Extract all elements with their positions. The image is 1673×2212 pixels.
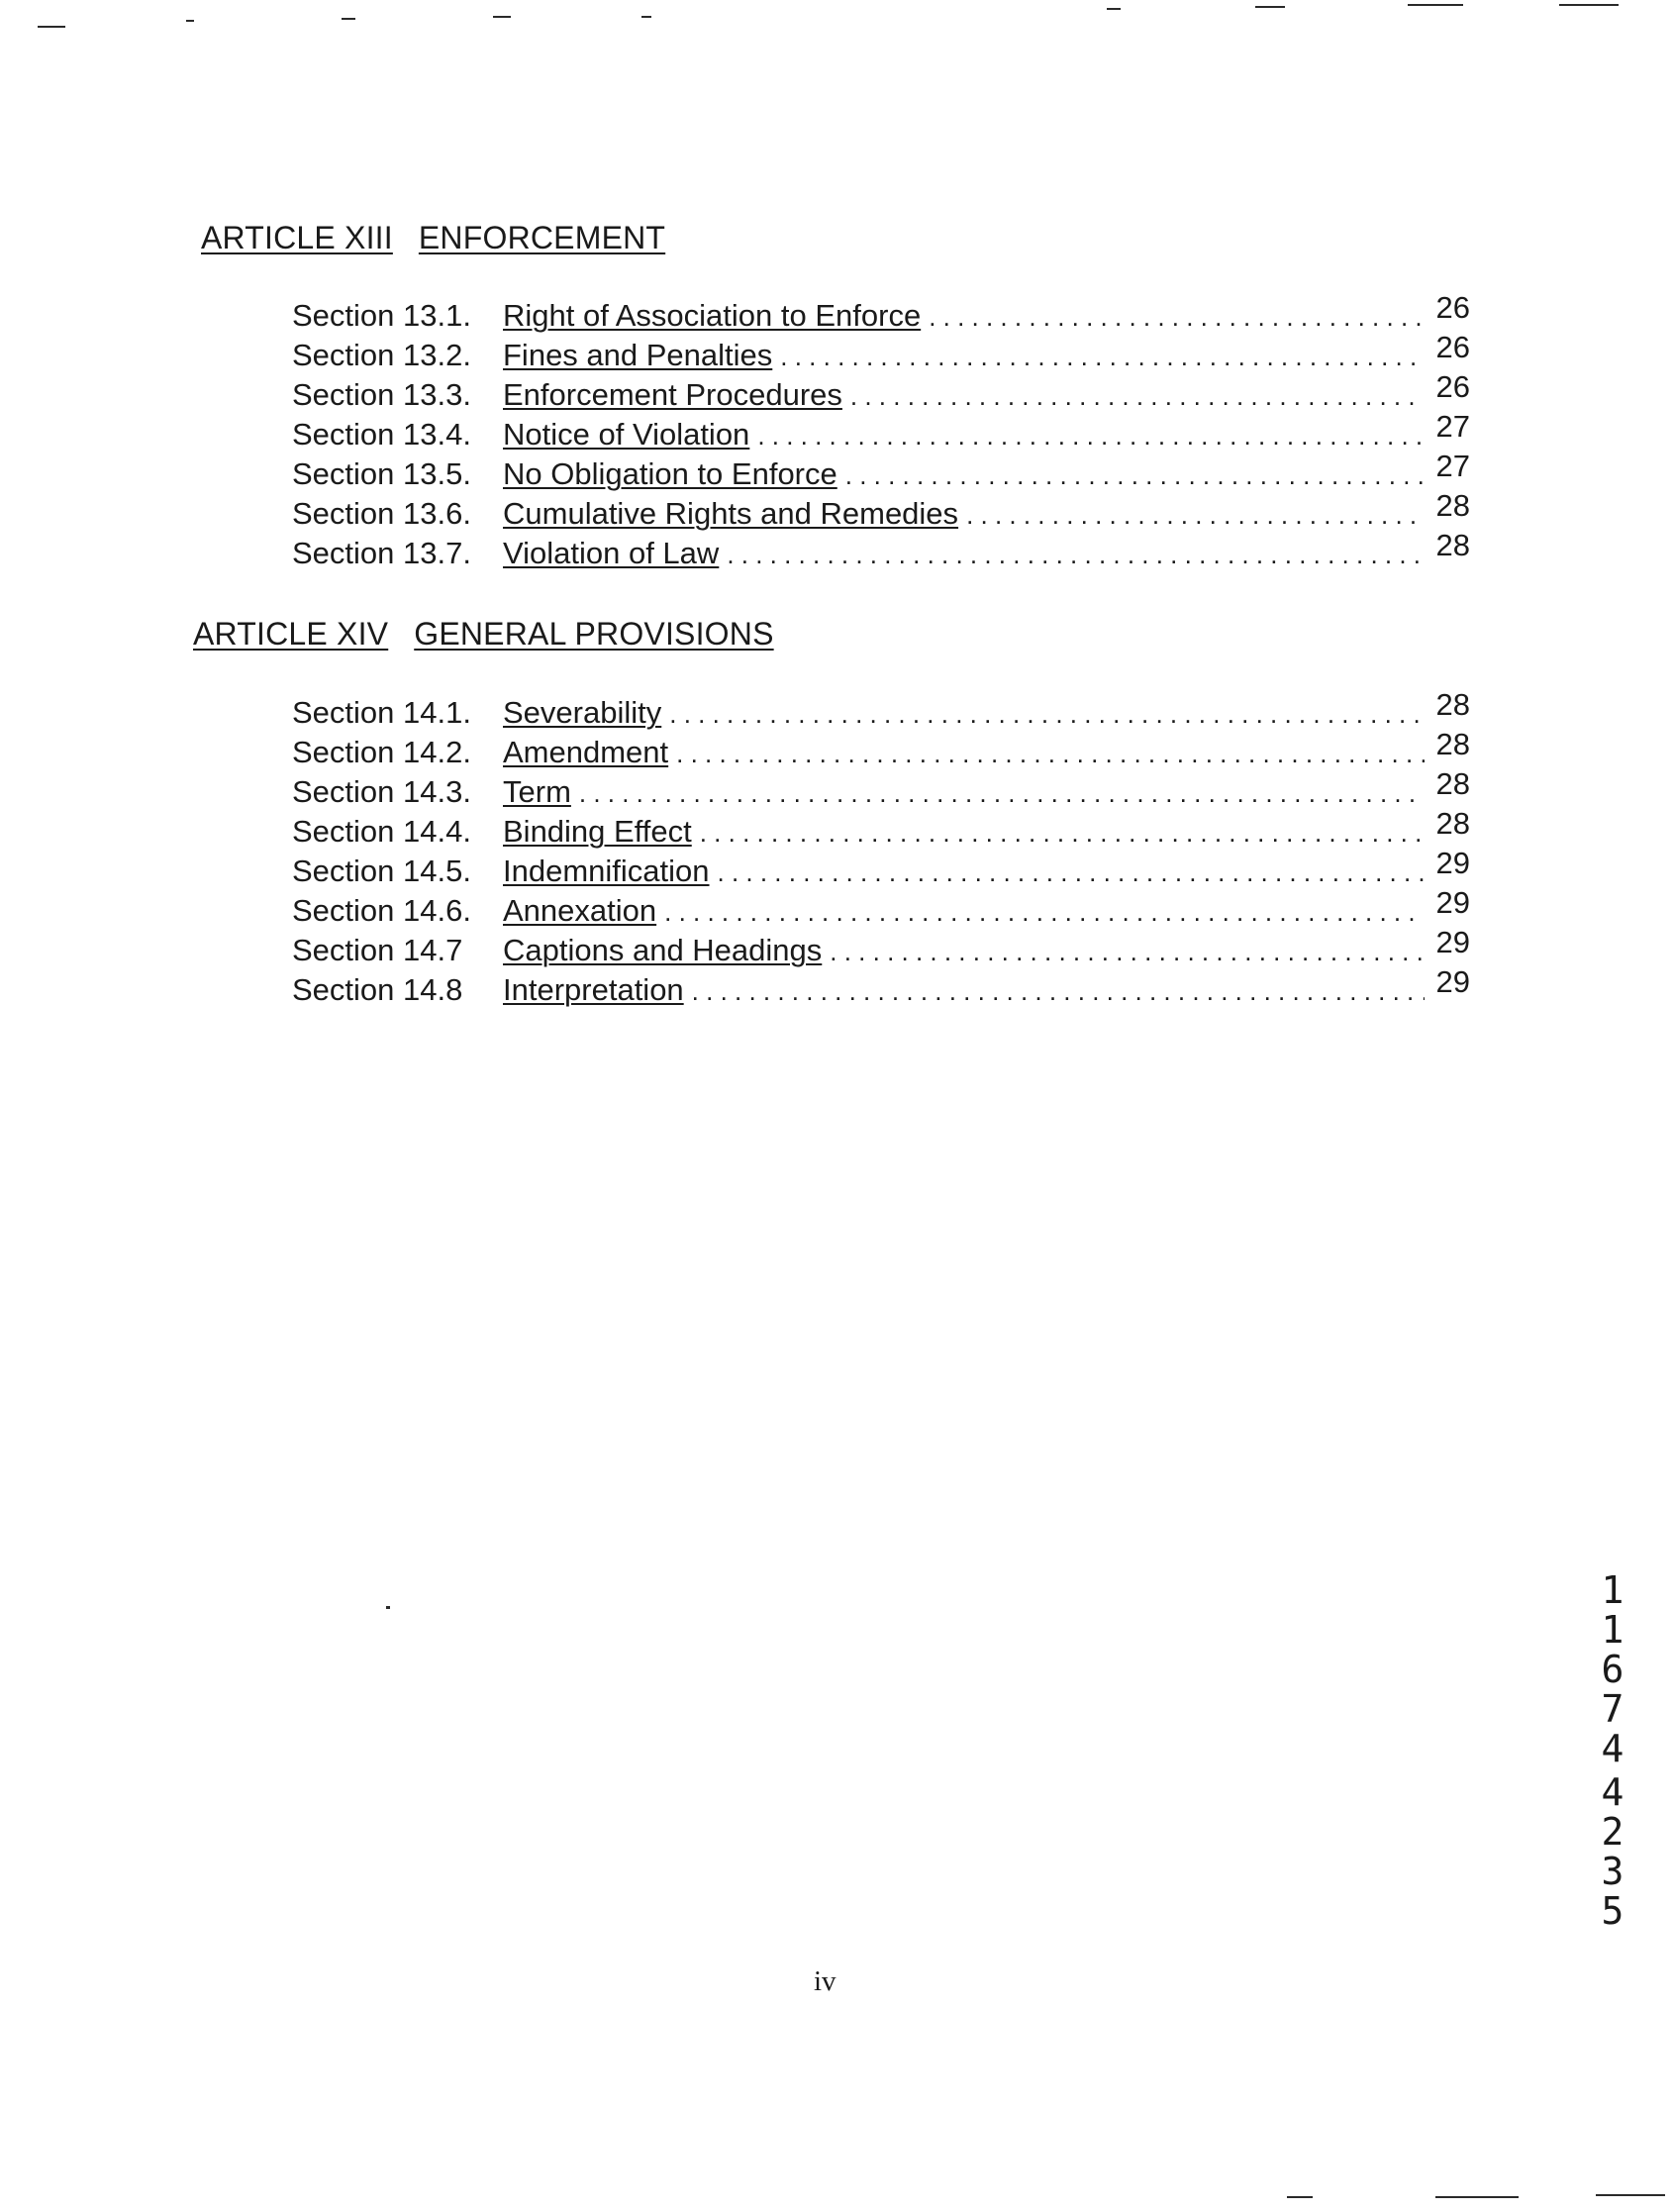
stamp-digit: 6 [1601,1648,1624,1691]
dot-leader [929,297,1425,337]
toc-entry[interactable] [292,964,1470,1010]
section-number: Section 14.5. [292,854,471,888]
toc-entry[interactable] [292,488,1470,534]
section-title: Severability [503,695,662,730]
dot-leader [692,971,1425,1011]
section-title: Violation of Law [503,536,720,570]
dot-leader [757,416,1425,455]
dot-leader [966,495,1425,535]
page-number: 29 [1435,964,1470,999]
dot-leader [780,337,1425,376]
stamp-digit: 7 [1601,1687,1624,1731]
section-title: Term [503,774,571,809]
section-title: Annexation [503,893,657,928]
scan-artifact [186,20,194,22]
dot-leader [718,853,1425,892]
toc-entry[interactable] [292,727,1470,772]
section-number: Section 14.8 [292,972,463,1007]
article-number: ARTICLE XIII [201,220,393,255]
section-number: Section 13.3. [292,377,471,412]
section-number: Section 14.6. [292,893,471,928]
section-title: No Obligation to Enforce [503,456,837,491]
toc-entry[interactable] [292,885,1470,931]
article-heading-xiii [201,220,665,256]
toc-list-article-xiii [292,290,1470,573]
scan-artifact [1408,4,1463,6]
toc-list-article-xiv [292,687,1470,1010]
scan-artifact [386,1606,390,1609]
section-number: Section 13.1. [292,298,471,333]
stamp-digit: 1 [1601,1568,1624,1612]
stamp-digit: 1 [1601,1608,1624,1652]
toc-entry[interactable] [292,409,1470,454]
page-number: 28 [1435,766,1470,801]
section-number: Section 14.2. [292,735,471,769]
section-title: Fines and Penalties [503,338,773,372]
stamp-digit: 2 [1601,1810,1624,1854]
scan-artifact [1255,6,1285,8]
section-number: Section 14.7 [292,933,463,967]
section-number: Section 14.4. [292,814,471,849]
stamp-digit: 3 [1601,1850,1624,1893]
section-title: Interpretation [503,972,684,1007]
scan-artifact [1107,8,1121,10]
scan-artifact [1596,2194,1665,2196]
section-title: Amendment [503,735,669,769]
page-number: 26 [1435,330,1470,364]
page-number: 26 [1435,369,1470,404]
dot-leader [830,932,1425,971]
toc-entry[interactable] [292,449,1470,494]
page-number: 28 [1435,528,1470,562]
section-title: Enforcement Procedures [503,377,842,412]
section-title: Indemnification [503,854,710,888]
document-stamp-number-bottom [1596,1772,1629,1931]
toc-entry[interactable] [292,290,1470,336]
page-number: 26 [1435,290,1470,325]
scan-artifact [493,16,511,18]
document-stamp-number-top [1596,1570,1629,1768]
page-number: 28 [1435,488,1470,523]
dot-leader [727,535,1425,574]
toc-entry[interactable] [292,687,1470,733]
stamp-digit: 4 [1601,1770,1624,1814]
article-heading-xiv [193,616,774,653]
page-number-footer: iv [814,1965,836,1997]
scan-artifact [342,18,355,20]
page-number: 28 [1435,687,1470,722]
article-title: GENERAL PROVISIONS [414,616,774,652]
section-number: Section 13.7. [292,536,471,570]
toc-entry[interactable] [292,369,1470,415]
page-number: 29 [1435,925,1470,959]
scan-artifact [38,26,65,28]
toc-entry[interactable] [292,806,1470,852]
page-number: 28 [1435,727,1470,761]
page-number: 29 [1435,846,1470,880]
scan-artifact [1435,2196,1519,2198]
page-number: 27 [1435,449,1470,483]
dot-leader [664,892,1425,932]
section-number: Section 13.6. [292,496,471,531]
article-number: ARTICLE XIV [193,616,389,652]
section-title: Cumulative Rights and Remedies [503,496,959,531]
dot-leader [676,734,1425,773]
article-title: ENFORCEMENT [418,220,666,255]
scan-artifact [641,16,651,18]
scan-artifact [1287,2196,1313,2198]
section-title: Binding Effect [503,814,692,849]
section-number: Section 14.3. [292,774,471,809]
toc-entry[interactable] [292,766,1470,812]
section-number: Section 13.4. [292,417,471,452]
dot-leader [700,813,1425,853]
dot-leader [669,694,1425,734]
dot-leader [850,376,1425,416]
dot-leader [845,455,1425,495]
toc-entry[interactable] [292,925,1470,970]
section-number: Section 13.2. [292,338,471,372]
section-title: Notice of Violation [503,417,750,452]
dot-leader [579,773,1425,813]
scan-artifact [1559,4,1619,6]
page-number: 28 [1435,806,1470,841]
stamp-digit: 5 [1601,1889,1624,1933]
page-number: 29 [1435,885,1470,920]
page-number: 27 [1435,409,1470,444]
stamp-digit: 4 [1601,1727,1624,1770]
toc-entry[interactable] [292,846,1470,891]
toc-entry[interactable] [292,528,1470,573]
toc-entry[interactable] [292,330,1470,375]
section-number: Section 14.1. [292,695,471,730]
section-title: Captions and Headings [503,933,823,967]
section-title: Right of Association to Enforce [503,298,922,333]
section-number: Section 13.5. [292,456,471,491]
